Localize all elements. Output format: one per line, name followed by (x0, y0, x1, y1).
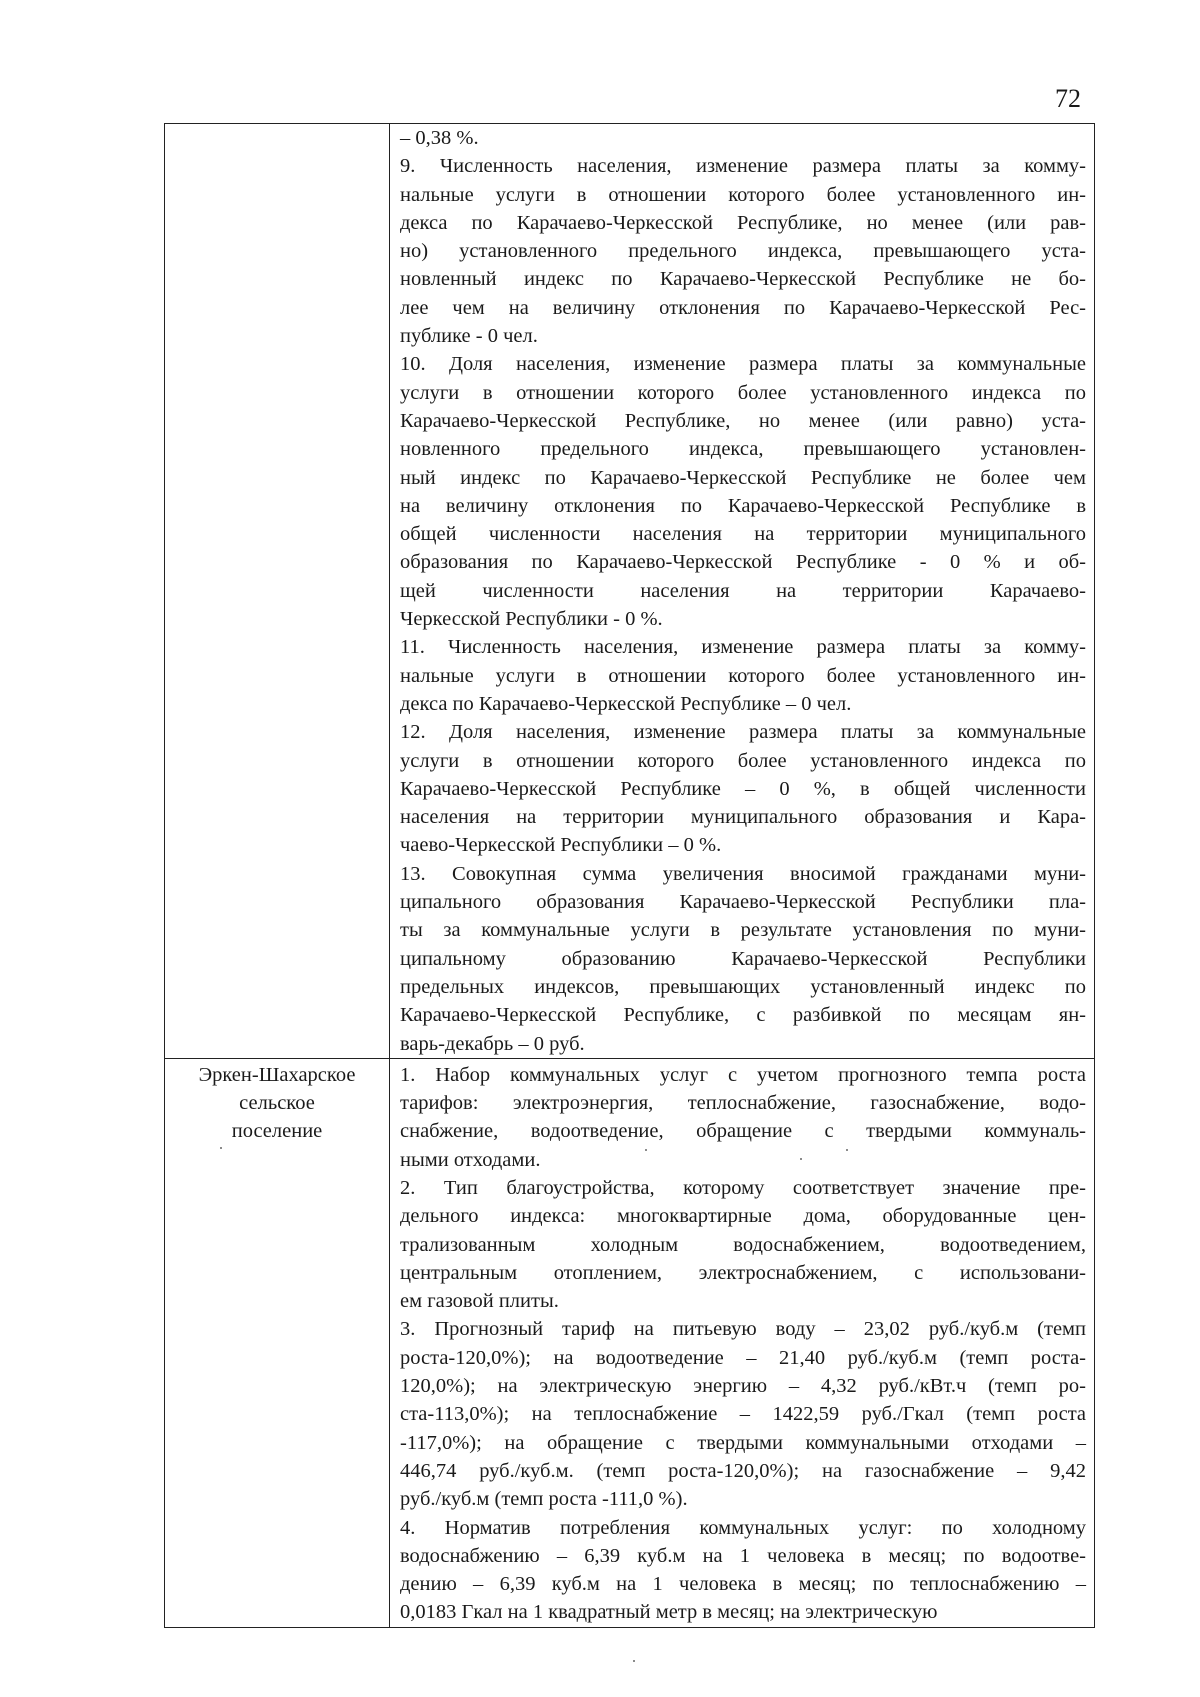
text-line: новленного предельного индекса, превышающего установлен- (400, 438, 1086, 461)
text-line: снабжение, водоотведение, обращение с твердыми коммуналь- (400, 1120, 1086, 1143)
paragraph (400, 1061, 1086, 1174)
text-line: 11. Численность населения, изменение размера платы за комму- (400, 636, 1086, 659)
text-line: Карачаево-Черкесской Республике, с разбивкой по месяцам ян- (400, 1004, 1086, 1027)
text-line: нальные услуги в отношении которого более установленного ин- (400, 664, 1086, 687)
text-line: публике - 0 чел. (400, 325, 538, 348)
text-line: декса по Карачаево-Черкесской Республике – 0 чел. (400, 692, 852, 715)
settlement-name-cell (165, 124, 390, 1059)
indicators-cell (390, 1058, 1095, 1627)
paragraph (400, 152, 1086, 350)
text-line: услуги в отношении которого более установленного индекса по (400, 381, 1086, 404)
scan-speck (633, 1660, 635, 1662)
text-line: щей численности населения на территории Карачаево- (400, 579, 1086, 602)
text-line: 2. Тип благоустройства, которому соответствует значение пре- (400, 1176, 1086, 1199)
text-line: 0,0183 Гкал на 1 квадратный метр в месяц; на электрическую (400, 1601, 938, 1624)
text-line: на величину отклонения по Карачаево-Черкесской Республике в (400, 494, 1086, 517)
settlement-name-line: сельское (239, 1092, 315, 1115)
text-line: чаево-Черкесской Республики – 0 %. (400, 834, 722, 857)
text-line: 446,74 руб./куб.м. (темп роста-120,0%); на газоснабжение – 9,42 (400, 1459, 1086, 1482)
indicators-cell (390, 124, 1095, 1059)
scan-speck (846, 1149, 848, 1151)
paragraph (400, 633, 1086, 718)
text-line: нальные услуги в отношении которого более установленного ин- (400, 183, 1086, 206)
settlement-name-cell (165, 1058, 390, 1627)
text-line: варь-декабрь – 0 руб. (400, 1032, 585, 1055)
paragraph (400, 1174, 1086, 1315)
text-line: лее чем на величину отклонения по Карачаево-Черкесской Рес- (400, 296, 1086, 319)
text-line: но) установленного предельного индекса, превышающего уста- (400, 240, 1086, 263)
scan-speck (800, 1158, 802, 1160)
scan-speck (645, 1149, 647, 1151)
text-line: -117,0%); на обращение с твердыми коммунальными отходами – (400, 1431, 1086, 1454)
table-row (165, 124, 1095, 1059)
page-number: 72 (1055, 84, 1081, 113)
text-line: Карачаево-Черкесской Республике, но менее (или равно) уста- (400, 409, 1086, 432)
text-line: дению – 6,39 куб.м на 1 человека в месяц; по теплоснабжению – (400, 1573, 1086, 1596)
text-line: 120,0%); на электрическую энергию – 4,32 руб./кВт.ч (темп ро- (400, 1375, 1086, 1398)
text-line: ты за коммунальные услуги в результате установления по муни- (400, 919, 1086, 942)
text-line: ный индекс по Карачаево-Черкесской Республике не более чем (400, 466, 1086, 489)
settlement-name-line: Эркен-Шахарское (198, 1063, 356, 1086)
text-line: 10. Доля населения, изменение размера платы за коммунальные (400, 353, 1086, 376)
text-line: 13. Совокупная сумма увеличения вносимой гражданами муни- (400, 862, 1086, 885)
text-line: образования по Карачаево-Черкесской Республике - 0 % и об- (400, 551, 1086, 574)
paragraph (400, 860, 1086, 1058)
text-line: – 0,38 %. (400, 127, 479, 149)
text-line: населения на территории муниципального образования и Кара- (400, 806, 1086, 829)
document-table (164, 123, 1095, 1628)
text-line: 3. Прогнозный тариф на питьевую воду – 23,02 руб./куб.м (темп (400, 1318, 1086, 1341)
text-line: дельного индекса: многоквартирные дома, оборудованные цен- (400, 1205, 1086, 1228)
settlement-name-line: поселение (231, 1120, 323, 1143)
text-line: трализованным холодным водоснабжением, водоотведением, (400, 1233, 1086, 1256)
text-line: предельных индексов, превышающих установленный индекс по (400, 975, 1086, 998)
paragraph (400, 718, 1086, 859)
text-line: руб./куб.м (темп роста -111,0 %). (400, 1488, 688, 1511)
text-line: общей численности населения на территории муниципального (400, 523, 1086, 546)
text-line: роста-120,0%); на водоотведение – 21,40 руб./куб.м (темп роста- (400, 1346, 1086, 1369)
text-line: 12. Доля населения, изменение размера платы за коммунальные (400, 721, 1086, 744)
paragraph (400, 350, 1086, 633)
text-line: ципального образования Карачаево-Черкесской Республики пла- (400, 891, 1086, 914)
text-line: водоснабжению – 6,39 куб.м на 1 человека в месяц; по водоотве- (400, 1544, 1086, 1567)
text-line: ста-113,0%); на теплоснабжение – 1422,59 руб./Гкал (темп роста (400, 1403, 1086, 1426)
text-line: ными отходами. (400, 1148, 541, 1171)
text-line: Карачаево-Черкесской Республике – 0 %, в общей численности (400, 777, 1086, 800)
text-line: новленный индекс по Карачаево-Черкесской Республике не бо- (400, 268, 1086, 291)
paragraph (400, 1514, 1086, 1627)
table-row (165, 1058, 1095, 1627)
text-line: ем газовой плиты. (400, 1290, 559, 1313)
scan-speck (220, 1147, 222, 1149)
text-line: 1. Набор коммунальных услуг с учетом прогнозного темпа роста (400, 1063, 1086, 1086)
text-line: 9. Численность населения, изменение размера платы за комму- (400, 155, 1086, 178)
text-line: 4. Норматив потребления коммунальных услуг: по холодному (400, 1516, 1086, 1539)
text-line: тарифов: электроэнергия, теплоснабжение, газоснабжение, водо- (400, 1092, 1086, 1115)
text-line: Черкесской Республики - 0 %. (400, 608, 663, 631)
paragraph (400, 124, 1086, 152)
paragraph (400, 1315, 1086, 1513)
text-line: декса по Карачаево-Черкесской Республике, но менее (или рав- (400, 211, 1086, 234)
text-line: услуги в отношении которого более установленного индекса по (400, 749, 1086, 772)
text-line: ципальному образованию Карачаево-Черкесской Республики (400, 947, 1086, 970)
text-line: центральным отоплением, электроснабжением, с использовани- (400, 1261, 1086, 1284)
